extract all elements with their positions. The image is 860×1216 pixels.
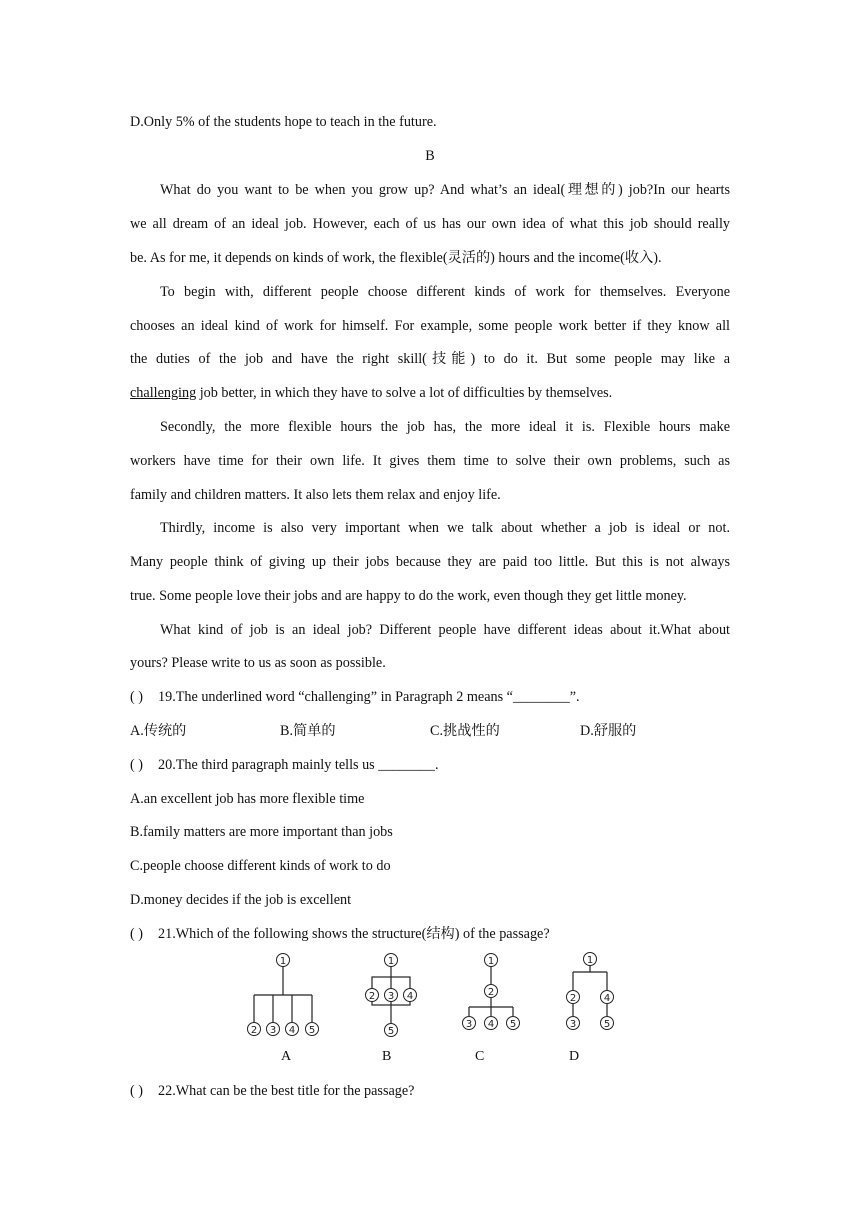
node-a-4-label: 4 bbox=[288, 1025, 296, 1036]
question-21 bbox=[130, 924, 730, 944]
node-c-1-label: 1 bbox=[487, 956, 495, 967]
passage-p4-line3: true. Some people love their jobs and are happy to do the work, even though they get little money. bbox=[130, 588, 687, 604]
node-d-2-label: 2 bbox=[569, 993, 577, 1004]
underlined-word: challenging bbox=[130, 385, 197, 401]
diagram-label-d[interactable]: D bbox=[569, 1049, 580, 1064]
node-d-3-label: 3 bbox=[569, 1019, 577, 1030]
question-21-text: 21.Which of the following shows the structure(结构) of the passage? bbox=[158, 926, 550, 942]
passage-p2-line1: To begin with, different people choose different kinds of work for themselves. Everyone bbox=[160, 284, 730, 300]
structure-diagrams bbox=[240, 950, 630, 1042]
node-c-4-label: 4 bbox=[487, 1019, 495, 1030]
node-d-4-label: 4 bbox=[603, 993, 611, 1004]
node-b-2-label: 2 bbox=[368, 991, 376, 1002]
diagram-label-c[interactable]: C bbox=[475, 1049, 485, 1064]
question-20-option-d[interactable]: D.money decides if the job is excellent bbox=[130, 892, 352, 908]
node-b-5-label: 5 bbox=[387, 1026, 395, 1037]
question-19-text: 19.The underlined word “challenging” in Paragraph 2 means “________”. bbox=[158, 689, 580, 705]
node-a-2-label: 2 bbox=[250, 1025, 258, 1036]
diagram-label-b[interactable]: B bbox=[382, 1049, 392, 1064]
option-c[interactable]: C.挑战性的 bbox=[430, 723, 500, 739]
node-c-5-label: 5 bbox=[509, 1019, 517, 1030]
question-22 bbox=[130, 1081, 730, 1101]
node-a-1-label: 1 bbox=[279, 956, 287, 967]
answer-blank[interactable]: ( ) bbox=[130, 689, 143, 705]
option-b[interactable]: B.简单的 bbox=[280, 723, 336, 739]
node-a-3-label: 3 bbox=[269, 1025, 277, 1036]
question-19 bbox=[130, 687, 730, 707]
option-d[interactable]: D.舒服的 bbox=[580, 723, 637, 739]
node-a-5-label: 5 bbox=[308, 1025, 316, 1036]
passage-p1-line1: What do you want to be when you grow up? And what’s an ideal(理想的) job?In our hearts bbox=[160, 182, 730, 198]
passage-p2-line4-rest: job better, in which they have to solve a lot of difficulties by themselves. bbox=[196, 385, 613, 401]
passage-p3-line2: workers have time for their own life. It gives them time to solve their own problems, such as bbox=[130, 453, 730, 469]
node-b-1-label: 1 bbox=[387, 956, 395, 967]
passage-p4-line2: Many people think of giving up their jobs because they are paid too little. But this is not always bbox=[130, 554, 730, 570]
node-d-1-label: 1 bbox=[586, 955, 594, 966]
passage-p1-line3: be. As for me, it depends on kinds of work, the flexible(灵活的) hours and the income(收入). bbox=[130, 250, 662, 266]
diagram-label-a[interactable]: A bbox=[281, 1049, 292, 1064]
question-20-option-c[interactable]: C.people choose different kinds of work to do bbox=[130, 858, 391, 874]
question-19-options bbox=[130, 721, 730, 741]
passage-p3-line3: family and children matters. It also lets them relax and enjoy life. bbox=[130, 487, 501, 503]
passage-p5-line2: yours? Please write to us as soon as possible. bbox=[130, 655, 386, 671]
passage-p3-line1: Secondly, the more flexible hours the job has, the more ideal it is. Flexible hours make bbox=[160, 419, 730, 435]
passage-heading: B bbox=[425, 148, 435, 164]
question-20-option-a[interactable]: A.an excellent job has more flexible time bbox=[130, 791, 365, 807]
question-20-option-b[interactable]: B.family matters are more important than jobs bbox=[130, 824, 393, 840]
passage-p4-line1: Thirdly, income is also very important when we talk about whether a job is ideal or not. bbox=[160, 520, 730, 536]
answer-blank[interactable]: ( ) bbox=[130, 1083, 143, 1099]
node-b-4-label: 4 bbox=[406, 991, 414, 1002]
option-a[interactable]: A.传统的 bbox=[130, 723, 187, 739]
answer-blank[interactable]: ( ) bbox=[130, 926, 143, 942]
passage-p1-line2: we all dream of an ideal job. However, each of us has our own idea of what this job should really bbox=[130, 216, 730, 232]
question-20 bbox=[130, 755, 730, 775]
passage-p5-line1: What kind of job is an ideal job? Different people have different ideas about it.What about bbox=[160, 622, 730, 638]
question-22-text: 22.What can be the best title for the passage? bbox=[158, 1083, 415, 1099]
passage-p2-line2: chooses an ideal kind of work for himself. For example, some people work better if they know all bbox=[130, 318, 730, 334]
question-20-text: 20.The third paragraph mainly tells us ________. bbox=[158, 757, 439, 773]
previous-option-d: D.Only 5% of the students hope to teach in the future. bbox=[130, 114, 437, 130]
answer-blank[interactable]: ( ) bbox=[130, 757, 143, 773]
passage-p2-line3: the duties of the job and have the right skill(技能) to do it. But some people may like a bbox=[130, 351, 730, 367]
node-b-3-label: 3 bbox=[387, 991, 395, 1002]
node-c-2-label: 2 bbox=[487, 987, 495, 998]
node-d-5-label: 5 bbox=[603, 1019, 611, 1030]
node-c-3-label: 3 bbox=[465, 1019, 473, 1030]
passage-p2-line4 bbox=[130, 383, 730, 403]
